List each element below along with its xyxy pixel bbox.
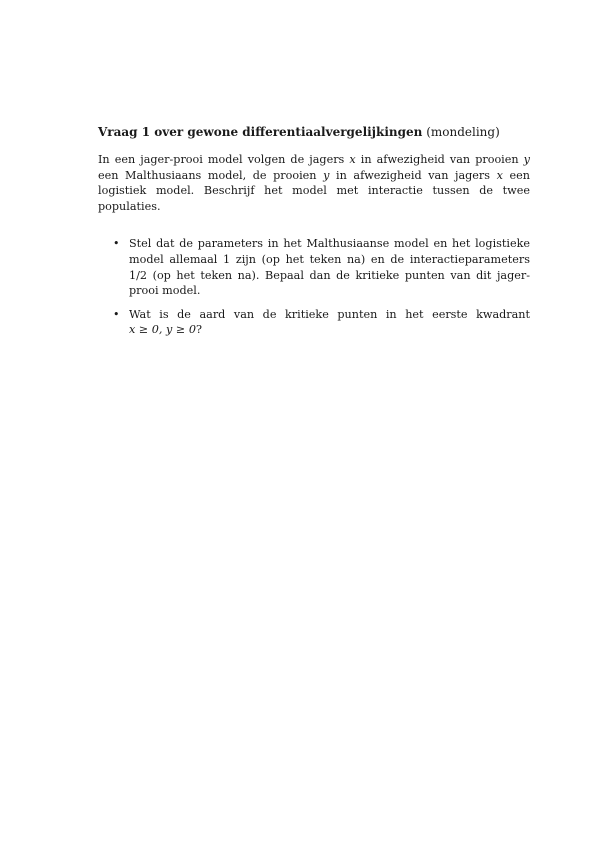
list-item bbox=[98, 307, 530, 338]
bullet-icon: • bbox=[113, 307, 120, 321]
math-variable: x bbox=[496, 168, 503, 182]
math-variable: y bbox=[323, 168, 330, 182]
question-list bbox=[98, 236, 530, 338]
intro-text: een Malthusiaans model, de prooien bbox=[98, 168, 324, 182]
math-variable: x bbox=[349, 153, 356, 166]
intro-text: een logistiek model. Beschrijf het model met interactie tussen de twee populaties. bbox=[98, 168, 530, 213]
math-variable: y bbox=[523, 153, 530, 166]
list-item bbox=[98, 236, 530, 298]
intro-paragraph bbox=[98, 152, 530, 214]
intro-text: in afwezigheid van jagers bbox=[329, 168, 497, 182]
question-title: Vraag 1 over gewone differentiaalvergelijkingen bbox=[98, 125, 423, 139]
document-content bbox=[98, 124, 530, 346]
bullet-icon: • bbox=[113, 237, 120, 251]
question-heading bbox=[98, 124, 530, 140]
intro-text: in afwezigheid van prooien bbox=[355, 153, 524, 166]
question-mode: (mondeling) bbox=[422, 125, 500, 139]
intro-text: In een jager-prooi model volgen de jagers bbox=[98, 153, 350, 166]
math-expression: x ≥ 0, y ≥ 0 bbox=[129, 323, 196, 337]
list-item-end: ? bbox=[195, 323, 202, 337]
list-item-text: Wat is de aard van de kritieke punten in het eerste kwadrant bbox=[129, 307, 530, 321]
list-item-text: Stel dat de parameters in het Malthusiaanse model en het logistieke model allemaal 1 zijn (op het teken na) en de interactieparameters 1/2 (op het teken na). Bepaal dan de kritieke punten van dit jager-prooi model. bbox=[129, 237, 530, 298]
